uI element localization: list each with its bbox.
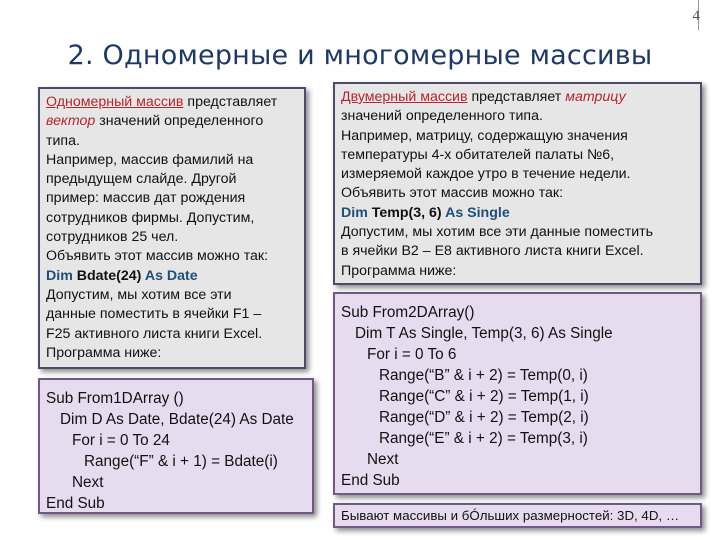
- code-line: Dim T As Single, Temp(3, 6) As Single: [355, 325, 613, 342]
- code-line: Next: [367, 451, 399, 468]
- slide-number: 4: [692, 8, 700, 24]
- declaration-line: [46, 267, 298, 286]
- text-line: предыдущем слайде. Другой: [46, 171, 237, 188]
- text-line: данные поместить в ячейки F1 –: [46, 306, 262, 323]
- code-line: Range(“B” & i + 2) = Temp(0, i): [379, 367, 588, 384]
- left-description-box: [38, 87, 306, 369]
- text-line: сотрудников 25 чел.: [46, 229, 179, 246]
- text-line: Допустим, мы хотим все эти данные поместить: [341, 224, 654, 241]
- text-fragment: представляет: [467, 89, 562, 105]
- keyword-type: As Single: [441, 204, 510, 221]
- code-line: Range(“E” & i + 2) = Temp(3, i): [379, 430, 588, 447]
- text-line: температуры 4-х обитателей палаты №6,: [341, 146, 615, 163]
- keyword-type: As Date: [141, 267, 198, 284]
- array-name: Bdate(24): [72, 267, 142, 284]
- text-fragment: представляет: [183, 94, 278, 110]
- slide-title: 2. Одномерные и многомерные массивы: [67, 40, 653, 71]
- right-description-box: [333, 82, 702, 285]
- code-line: Range(“F” & i + 1) = Bdate(i): [84, 453, 278, 470]
- text-line: [46, 112, 298, 131]
- code-line: Range(“D” & i + 2) = Temp(2, i): [379, 409, 589, 426]
- footnote-text: Бывают массивы и бÓльших размерностей: 3D, 4D, …: [341, 508, 680, 523]
- text-line: в ячейки B2 – E8 активного листа книги Excel.: [341, 243, 644, 260]
- keyword-dim: Dim: [46, 267, 73, 284]
- code-line: Next: [72, 474, 104, 491]
- text-line: Допустим, мы хотим все эти: [46, 286, 232, 303]
- term-vector: вектор: [46, 113, 96, 130]
- text-line: Например, массив фамилий на: [46, 151, 254, 168]
- term-one-dim-array: Одномерный массив: [46, 94, 184, 110]
- code-line: For i = 0 To 24: [72, 432, 170, 449]
- top-bar: [0, 0, 720, 30]
- text-line: сотрудников фирмы. Допустим,: [46, 209, 255, 226]
- array-name: Temp(3, 6): [367, 204, 442, 221]
- text-line: измеряемой каждое утро в течение недели.: [341, 166, 631, 183]
- text-fragment: значений определенного: [95, 113, 264, 130]
- footnote-box: [333, 503, 702, 528]
- text-line: типа.: [46, 132, 80, 149]
- keyword-dim: Dim: [341, 204, 368, 221]
- code-line: For i = 0 To 6: [367, 346, 457, 363]
- declaration-line: [341, 204, 694, 223]
- text-line: [341, 88, 694, 107]
- code-line: Range(“C” & i + 2) = Temp(1, i): [379, 388, 589, 405]
- term-matrix: матрицу: [565, 89, 626, 105]
- text-line: Программа ниже:: [341, 262, 457, 279]
- right-code-box: [333, 292, 702, 495]
- text-line: значений определенного типа.: [341, 108, 543, 125]
- code-line: Sub From1DArray (): [46, 390, 184, 407]
- term-two-dim-array: Двумерный массив: [341, 89, 468, 105]
- text-line: F25 активного листа книги Excel.: [46, 325, 263, 342]
- left-code-box: [38, 378, 314, 514]
- text-line: пример: массив дат рождения: [46, 190, 246, 207]
- code-line: End Sub: [46, 495, 105, 512]
- text-line: Программа ниже:: [46, 344, 162, 361]
- text-line: Например, матрицу, содержащую значения: [341, 127, 628, 144]
- code-line: End Sub: [341, 472, 400, 489]
- code-line: Dim D As Date, Bdate(24) As Date: [60, 411, 294, 428]
- text-line: Объявить этот массив можно так:: [46, 248, 269, 265]
- text-line: [46, 93, 298, 112]
- code-line: Sub From2DArray(): [341, 304, 475, 321]
- text-line: Объявить этот массив можно так:: [341, 185, 564, 202]
